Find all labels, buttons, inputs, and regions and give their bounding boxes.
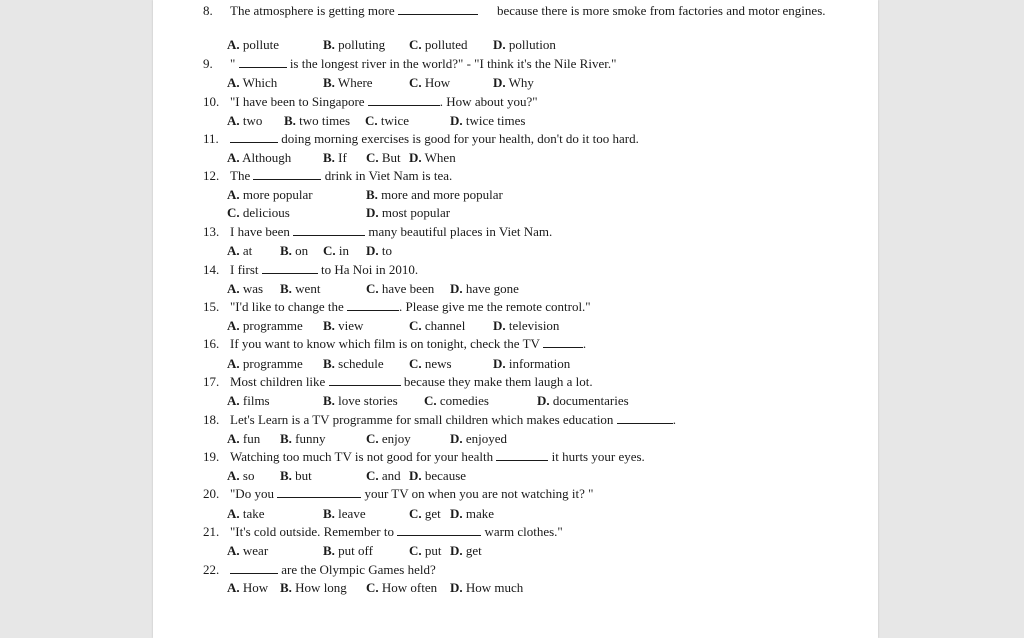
question-stem: "I have been to Singapore . How about you?"	[230, 94, 538, 109]
question-number: 11.	[203, 131, 219, 146]
question-stem: are the Olympic Games held?	[230, 562, 436, 577]
option-b[interactable]: B. funny	[280, 431, 326, 446]
option-a[interactable]: A. take	[227, 506, 265, 521]
option-a[interactable]: A. programme	[227, 318, 303, 333]
option-d[interactable]: D. documentaries	[537, 393, 629, 408]
question-number: 20.	[203, 486, 220, 501]
option-b[interactable]: B. on	[280, 243, 309, 258]
option-d[interactable]: D. How much	[450, 580, 524, 595]
option-a[interactable]: A. How	[227, 580, 269, 595]
option-c[interactable]: C. enjoy	[366, 431, 411, 446]
option-a[interactable]: A. so	[227, 468, 255, 483]
option-c[interactable]: C. and	[366, 468, 401, 483]
option-b[interactable]: B. love stories	[323, 393, 398, 408]
option-a[interactable]: A. programme	[227, 356, 303, 371]
question-stem: I have been many beautiful places in Viet Nam.	[230, 224, 553, 239]
answer-blank	[262, 262, 318, 274]
option-b[interactable]: B. went	[280, 281, 321, 296]
question-number: 12.	[203, 168, 220, 183]
option-a[interactable]: A. was	[227, 281, 264, 296]
question-number: 9.	[203, 56, 213, 71]
option-a[interactable]: A. Which	[227, 75, 278, 90]
option-d[interactable]: D. because	[409, 468, 467, 483]
option-c[interactable]: C. have been	[366, 281, 435, 296]
question-stem: Watching too much TV is not good for your health it hurts your eyes.	[230, 449, 645, 464]
option-b[interactable]: B. schedule	[323, 356, 384, 371]
question-number: 22.	[203, 562, 220, 577]
option-d[interactable]: D. pollution	[493, 37, 556, 52]
answer-blank	[230, 562, 278, 574]
answer-blank	[543, 336, 583, 348]
question-stem: "Do you your TV on when you are not watching it? "	[230, 486, 594, 501]
question-stem: "It's cold outside. Remember to warm clothes."	[230, 524, 563, 539]
question-8-tail	[497, 3, 839, 18]
answer-blank	[329, 374, 401, 386]
option-b[interactable]: B. more and more popular	[366, 187, 503, 202]
option-c[interactable]: C. But	[366, 150, 401, 165]
question-stem: If you want to know which film is on tonight, check the TV .	[230, 336, 587, 351]
question-stem-tail: because there is more smoke from factories and motor engines.	[497, 3, 826, 18]
question-number: 13.	[203, 224, 220, 239]
question-number: 15.	[203, 299, 220, 314]
question-stem: Let's Learn is a TV programme for small children which makes education .	[230, 412, 676, 427]
option-c[interactable]: C. comedies	[424, 393, 489, 408]
answer-blank	[496, 449, 548, 461]
option-a[interactable]: A. Although	[227, 150, 292, 165]
option-b[interactable]: B. put off	[323, 543, 373, 558]
answer-blank	[347, 299, 399, 311]
option-c[interactable]: C. channel	[409, 318, 466, 333]
answer-blank	[293, 224, 365, 236]
option-c[interactable]: C. How often	[366, 580, 438, 595]
question-number: 19.	[203, 449, 220, 464]
option-c[interactable]: C. get	[409, 506, 441, 521]
option-c[interactable]: C. delicious	[227, 205, 290, 220]
question-number: 18.	[203, 412, 220, 427]
option-b[interactable]: B. two times	[284, 113, 351, 128]
question-stem: I first to Ha Noi in 2010.	[230, 262, 419, 277]
option-a[interactable]: A. wear	[227, 543, 269, 558]
option-d[interactable]: D. television	[493, 318, 560, 333]
option-d[interactable]: D. When	[409, 150, 456, 165]
option-a[interactable]: A. pollute	[227, 37, 279, 52]
option-c[interactable]: C. put	[409, 543, 442, 558]
option-d[interactable]: D. Why	[493, 75, 534, 90]
option-b[interactable]: B. but	[280, 468, 312, 483]
question-number: 16.	[203, 336, 220, 351]
option-c[interactable]: C. How	[409, 75, 451, 90]
answer-blank	[239, 56, 287, 68]
question-number: 10.	[203, 94, 220, 109]
question-number: 21.	[203, 524, 220, 539]
option-c[interactable]: C. news	[409, 356, 452, 371]
option-c[interactable]: C. twice	[365, 113, 410, 128]
option-d[interactable]: D. to	[366, 243, 393, 258]
option-a[interactable]: A. films	[227, 393, 270, 408]
option-d[interactable]: D. get	[450, 543, 482, 558]
option-b[interactable]: B. leave	[323, 506, 366, 521]
answer-blank	[230, 131, 278, 143]
option-a[interactable]: A. at	[227, 243, 253, 258]
option-b[interactable]: B. view	[323, 318, 364, 333]
option-a[interactable]: A. two	[227, 113, 263, 128]
answer-blank	[253, 168, 321, 180]
option-d[interactable]: D. twice times	[450, 113, 526, 128]
answer-blank	[398, 3, 478, 15]
question-stem: " is the longest river in the world?" - "I think it's the Nile River."	[230, 56, 617, 71]
option-b[interactable]: B. polluting	[323, 37, 386, 52]
option-a[interactable]: A. more popular	[227, 187, 313, 202]
question-stem: doing morning exercises is good for your health, don't do it too hard.	[230, 131, 639, 146]
option-b[interactable]: B. If	[323, 150, 347, 165]
option-b[interactable]: B. Where	[323, 75, 373, 90]
option-d[interactable]: D. have gone	[450, 281, 519, 296]
option-c[interactable]: C. in	[323, 243, 350, 258]
question-number: 8.	[203, 3, 213, 18]
option-d[interactable]: D. information	[493, 356, 571, 371]
option-c[interactable]: C. polluted	[409, 37, 468, 52]
answer-blank	[617, 412, 673, 424]
option-b[interactable]: B. How long	[280, 580, 347, 595]
option-a[interactable]: A. fun	[227, 431, 261, 446]
question-stem: Most children like because they make them laugh a lot.	[230, 374, 593, 389]
question-number: 17.	[203, 374, 220, 389]
answer-blank	[368, 94, 440, 106]
question-number: 14.	[203, 262, 220, 277]
option-d[interactable]: D. enjoyed	[450, 431, 508, 446]
question-stem: The atmosphere is getting more	[230, 3, 478, 18]
answer-blank	[397, 524, 481, 536]
question-stem: "I'd like to change the . Please give me the remote control."	[230, 299, 591, 314]
option-d[interactable]: D. make	[450, 506, 495, 521]
question-stem: The drink in Viet Nam is tea.	[230, 168, 453, 183]
answer-blank	[277, 486, 361, 498]
option-d[interactable]: D. most popular	[366, 205, 451, 220]
